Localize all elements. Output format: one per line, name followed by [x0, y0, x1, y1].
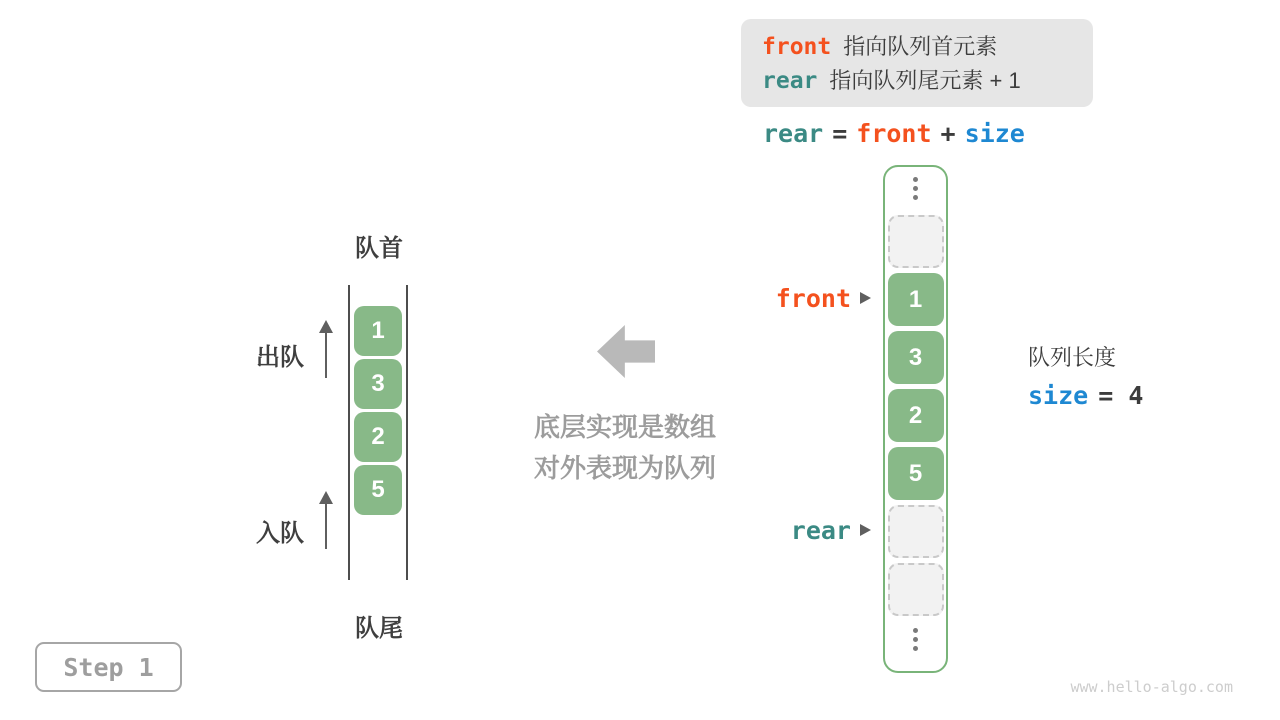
rear-keyword: rear: [762, 68, 818, 94]
array-cell-empty: [888, 563, 944, 616]
legend-line-front: [762, 30, 1093, 64]
website-watermark: www.hello-algo.com: [1070, 678, 1233, 696]
arrow-head: [319, 491, 333, 504]
array-cell-empty: [888, 215, 944, 268]
queue-head-label: 队首: [355, 235, 403, 262]
front-keyword: front: [762, 34, 832, 60]
rear-pointer: [791, 515, 871, 545]
implementation-caption: [500, 407, 750, 489]
step-badge: Step 1: [35, 642, 182, 692]
queue-tail-label: 队尾: [355, 615, 403, 642]
front-description: 指向队列首元素: [843, 34, 998, 59]
arrow-head: [319, 320, 333, 333]
formula-front: front: [856, 119, 932, 148]
caption-line-1: 底层实现是数组: [533, 412, 716, 442]
array-cell: 1: [888, 273, 944, 326]
arrow-shaft: [325, 504, 327, 549]
left-block-arrow-icon: [597, 325, 655, 378]
formula-plus: +: [940, 119, 956, 148]
dequeue-label: 出队: [256, 344, 304, 371]
array-column: [883, 165, 948, 673]
queue-rail-left: [348, 285, 350, 580]
front-pointer-label: front: [775, 283, 851, 313]
queue-cell: 2: [354, 412, 402, 462]
queue-cells: [354, 306, 402, 515]
right-arrow-icon: [860, 524, 871, 536]
enqueue-label: 入队: [256, 520, 304, 547]
ellipsis-bottom-icon: [913, 628, 918, 651]
legend-line-rear: [762, 64, 1093, 98]
queue-cell: 5: [354, 465, 402, 515]
queue-cell: 1: [354, 306, 402, 356]
size-title: 队列长度: [1028, 345, 1117, 370]
size-value-row: [1028, 381, 1143, 410]
array-cell: 2: [888, 389, 944, 442]
size-value: = 4: [1098, 381, 1144, 410]
right-arrow-icon: [860, 292, 871, 304]
size-annotation: [1028, 341, 1143, 410]
formula-size: size: [964, 119, 1025, 148]
pointer-formula: [763, 119, 1025, 148]
rear-description: 指向队列尾元素 + 1: [829, 68, 1021, 93]
array-cell: 5: [888, 447, 944, 500]
formula-equals: =: [832, 119, 848, 148]
formula-rear: rear: [763, 119, 824, 148]
array-cell: 3: [888, 331, 944, 384]
caption-line-2: 对外表现为队列: [533, 453, 716, 483]
dequeue-arrow-icon: [319, 320, 333, 378]
front-pointer: [776, 283, 871, 313]
arrow-shaft: [325, 333, 327, 378]
size-keyword: size: [1028, 381, 1089, 410]
pointer-legend-box: [741, 19, 1093, 107]
queue-cell: 3: [354, 359, 402, 409]
array-cell-empty-rear: [888, 505, 944, 558]
rear-pointer-label: rear: [790, 515, 851, 545]
ellipsis-top-icon: [913, 177, 918, 200]
enqueue-arrow-icon: [319, 491, 333, 549]
queue-rail-right: [406, 285, 408, 580]
